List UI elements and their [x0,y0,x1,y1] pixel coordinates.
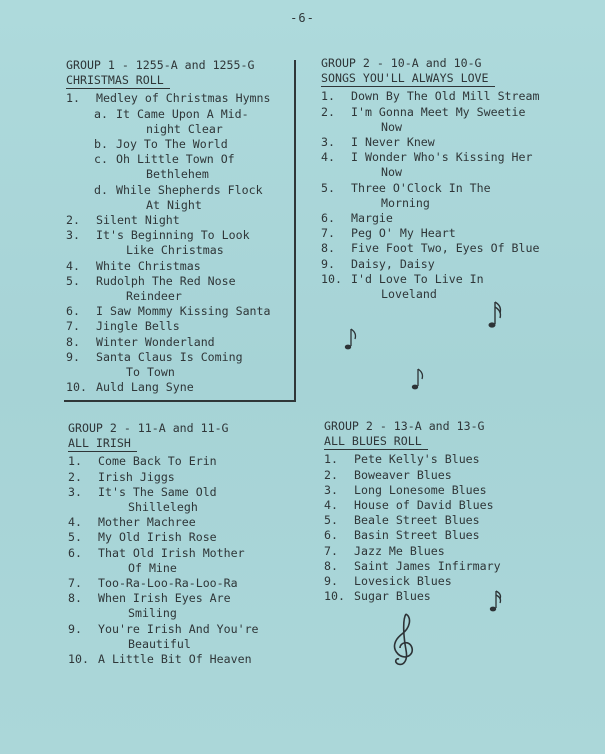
song-title-line: Jingle Bells [96,319,180,334]
group-header: GROUP 1 - 1255-A and 1255-G [66,58,255,72]
song-title [98,454,217,469]
song-title [351,89,539,104]
medley-title-line: It Came Upon A Mid- [116,106,249,121]
medley-letter: a. [94,106,108,121]
medley-title [116,137,228,152]
song-title [96,91,271,106]
song-item [324,574,501,589]
song-item [66,274,271,304]
song-item [321,257,539,272]
song-number: 2. [321,104,335,119]
group-subheader: ALL IRISH [68,436,137,452]
song-number: 5. [68,530,82,545]
song-number: 2. [324,467,338,482]
medley-title-line: At Night [146,197,202,212]
song-title [96,335,215,350]
song-title [354,544,445,559]
song-item [321,105,539,135]
song-title [354,468,452,483]
song-number: 3. [66,228,80,243]
group-subheader: SONGS YOU'LL ALWAYS LOVE [321,71,495,87]
song-title [351,211,393,226]
song-number: 10. [66,380,87,395]
song-title-line: My Old Irish Rose [98,530,217,545]
medley-title-line: Joy To The World [116,137,228,152]
song-title [98,485,217,515]
song-title-line: Peg O' My Heart [351,226,456,241]
song-title [351,181,491,211]
song-number: 8. [324,558,338,573]
song-number: 7. [321,226,335,241]
song-title-line: Lovesick Blues [354,574,452,589]
group-all-blues-roll [324,419,501,604]
song-title-line: Morning [381,195,430,210]
song-title [98,652,252,667]
song-title-line: Reindeer [126,289,182,304]
song-title-line: Shillelegh [128,500,198,515]
song-item [324,483,501,498]
eighth-note-icon [343,326,359,352]
song-title [98,470,175,485]
song-number: 6. [68,545,82,560]
song-title [354,452,480,467]
song-item [321,211,539,226]
song-title-line: Jazz Me Blues [354,543,445,558]
song-title-line: Basin Street Blues [354,528,480,543]
medley-title [116,152,235,182]
song-title-line: Silent Night [96,213,180,228]
song-number: 8. [66,334,80,349]
song-item [66,350,271,380]
song-item [321,226,539,241]
medley-item [94,152,271,182]
song-number: 5. [66,273,80,288]
song-number: 9. [321,256,335,271]
song-number: 10. [68,652,89,667]
song-number: 6. [66,304,80,319]
medley-letter: d. [94,182,108,197]
song-number: 9. [324,574,338,589]
song-number: 1. [66,91,80,106]
song-title-line: It's Beginning To Look [96,228,250,243]
section-divider-line [64,400,296,402]
song-item [68,652,259,667]
song-title [354,559,501,574]
sixteenth-note-icon [486,298,506,330]
song-number: 3. [324,482,338,497]
song-title-line: Now [381,119,402,134]
song-title-line: Boweaver Blues [354,467,452,482]
song-number: 2. [66,213,80,228]
song-title-line: Pete Kelly's Blues [354,452,480,467]
song-title-line: To Town [126,365,175,380]
song-title-line: I Saw Mommy Kissing Santa [96,304,271,319]
song-item [66,259,271,274]
song-title-line: Long Lonesome Blues [354,482,487,497]
medley-title [116,107,249,137]
song-item [68,546,259,576]
column-divider-line [294,60,296,400]
song-title [351,135,435,150]
medley-item [94,183,271,213]
song-title [351,257,435,272]
song-title-line: A Little Bit Of Heaven [98,652,252,667]
eighth-note-icon [410,366,426,392]
song-title [96,304,271,319]
medley-item [94,107,271,137]
medley-title-line: Bethlehem [146,167,209,182]
song-item [68,470,259,485]
song-title [98,515,196,530]
song-title-line: Like Christmas [126,243,224,258]
song-number: 5. [324,513,338,528]
group-subheader: ALL BLUES ROLL [324,434,428,450]
song-list [68,454,259,667]
group-christmas-roll [66,58,271,395]
song-title-line: Saint James Infirmary [354,558,501,573]
group-header: GROUP 2 - 13-A and 13-G [324,419,485,433]
song-title [351,272,484,302]
song-number: 10. [321,271,342,286]
group-header: GROUP 2 - 11-A and 11-G [68,421,229,435]
song-title-line: House of David Blues [354,498,494,513]
song-title-line: Rudolph The Red Nose [96,273,236,288]
song-title-line: Auld Lang Syne [96,380,194,395]
song-title [351,150,532,180]
song-title-line: It's The Same Old [98,484,217,499]
page-number: -6- [290,11,315,25]
song-title [96,380,194,395]
song-title-line: Come Back To Erin [98,454,217,469]
song-title-line: Five Foot Two, Eyes Of Blue [351,241,540,256]
song-title [96,319,180,334]
song-title-line: Three O'Clock In The [351,180,491,195]
song-item [324,498,501,513]
song-title [96,213,180,228]
song-item [324,559,501,574]
song-title-line: Mother Machree [98,515,196,530]
song-title-line: When Irish Eyes Are [98,591,231,606]
song-number: 3. [68,484,82,499]
song-number: 2. [68,469,82,484]
song-title [98,622,259,652]
song-title-line: You're Irish And You're [98,621,259,636]
song-number: 5. [321,180,335,195]
song-title [96,259,201,274]
song-item [321,89,539,104]
song-title-line: Medley of Christmas Hymns [96,91,271,106]
medley-item [94,137,271,152]
song-item [321,135,539,150]
song-title-line: Irish Jiggs [98,469,175,484]
group-subheader: CHRISTMAS ROLL [66,73,170,89]
group-all-irish [68,421,259,667]
song-item [68,591,259,621]
song-title-line: Beale Street Blues [354,513,480,528]
song-item [66,213,271,228]
song-title [351,226,456,241]
treble-clef-icon [384,610,424,670]
song-title [96,228,250,258]
song-number: 6. [321,211,335,226]
song-number: 4. [68,515,82,530]
song-title-line: Down By The Old Mill Stream [351,89,540,104]
song-item [321,241,539,256]
song-title [354,513,480,528]
song-item [324,528,501,543]
song-number: 6. [324,528,338,543]
song-title-line: Now [381,165,402,180]
medley-title-line: night Clear [146,121,223,136]
song-list [321,89,539,302]
song-item [66,228,271,258]
song-item [321,272,539,302]
song-title [96,274,236,304]
song-item [324,468,501,483]
song-item [68,515,259,530]
medley-title-line: While Shepherds Flock [116,182,263,197]
song-item [324,544,501,559]
medley-sub-list [66,107,271,213]
song-title-line: White Christmas [96,258,201,273]
song-title-line: Smiling [128,606,177,621]
song-title [354,589,431,604]
song-title [354,483,487,498]
song-title-line: Of Mine [128,560,177,575]
song-number: 4. [66,258,80,273]
song-number: 1. [321,89,335,104]
song-title-line: I'm Gonna Meet My Sweetie [351,104,526,119]
song-number: 3. [321,135,335,150]
song-item [66,304,271,319]
song-number: 1. [324,452,338,467]
song-title-line: Loveland [381,287,437,302]
song-title-line: I Never Knew [351,135,435,150]
song-item [66,380,271,395]
song-title-line: Sugar Blues [354,589,431,604]
song-title [351,105,526,135]
song-number: 7. [324,543,338,558]
song-title-line: Too-Ra-Loo-Ra-Loo-Ra [98,576,238,591]
song-item [324,513,501,528]
song-list [324,452,501,604]
song-title [354,528,480,543]
song-title [98,576,238,591]
song-title [354,574,452,589]
song-item [68,454,259,469]
group-songs-always-love [321,56,539,302]
song-number: 1. [68,454,82,469]
song-item [66,319,271,334]
song-title-line: I'd Love To Live In [351,271,484,286]
song-title-line: Winter Wonderland [96,334,215,349]
sixteenth-note-icon [488,588,504,614]
song-number: 8. [68,591,82,606]
song-number: 7. [66,319,80,334]
medley-title-line: Oh Little Town Of [116,152,235,167]
song-title [98,546,245,576]
song-item [68,485,259,515]
song-number: 4. [321,150,335,165]
song-list [66,91,271,395]
medley-letter: b. [94,137,108,152]
song-item [68,530,259,545]
song-item [324,589,501,604]
song-title-line: Beautiful [128,636,191,651]
medley-letter: c. [94,152,108,167]
medley-title [116,183,263,213]
song-item [321,150,539,180]
song-title [354,498,494,513]
song-number: 8. [321,241,335,256]
song-title-line: Margie [351,211,393,226]
song-number: 4. [324,498,338,513]
song-item [324,452,501,467]
song-number: 10. [324,589,345,604]
song-item [66,91,271,106]
song-title-line: I Wonder Who's Kissing Her [351,150,533,165]
song-title-line: Santa Claus Is Coming [96,349,243,364]
song-title [351,241,539,256]
song-title [98,530,217,545]
song-number: 9. [68,621,82,636]
group-header: GROUP 2 - 10-A and 10-G [321,56,482,70]
song-title-line: That Old Irish Mother [98,545,245,560]
song-number: 9. [66,349,80,364]
song-item [68,622,259,652]
song-title [96,350,243,380]
song-item [66,335,271,350]
song-title [98,591,231,621]
song-item [321,181,539,211]
song-title-line: Daisy, Daisy [351,256,435,271]
song-number: 7. [68,576,82,591]
song-item [68,576,259,591]
